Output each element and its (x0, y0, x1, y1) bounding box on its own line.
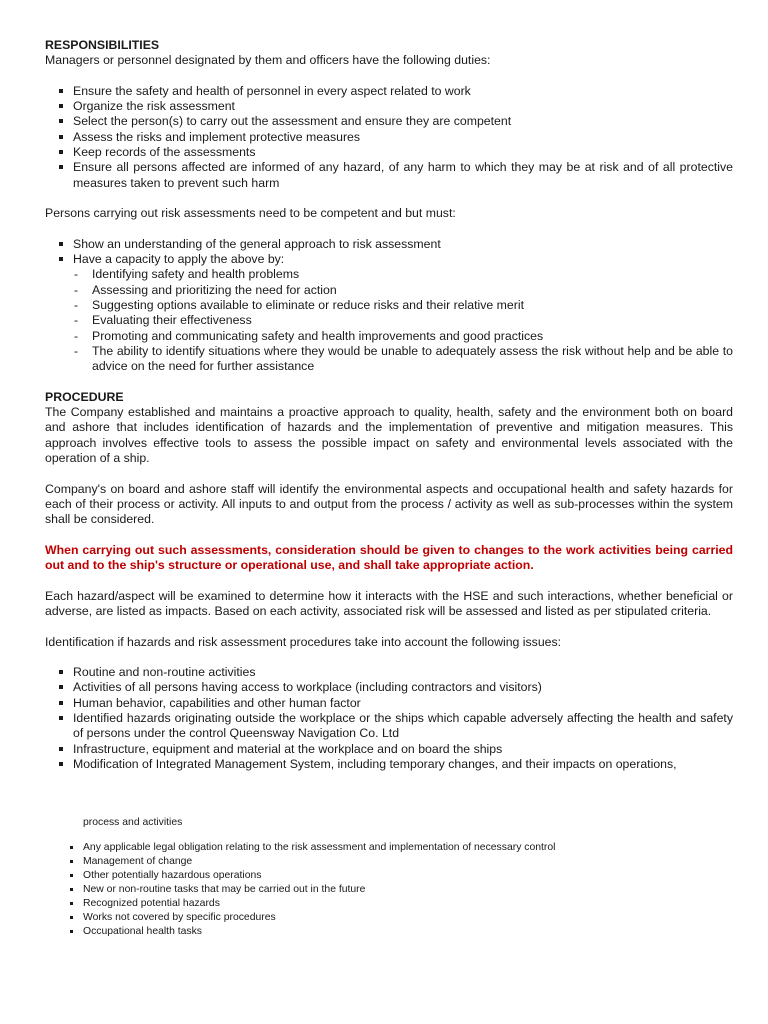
square-bullet-icon (59, 670, 63, 674)
square-bullet-icon (70, 916, 73, 919)
dash-bullet-icon: - (74, 313, 79, 328)
list-item: Human behavior, capabilities and other human factor (45, 696, 733, 711)
square-bullet-icon (70, 874, 73, 877)
square-bullet-icon (59, 135, 63, 139)
procedure-paragraph-1: The Company established and maintains a proactive approach to quality, health, safety and the environment both on board and ashore that includes identification of hazards and the implementation of preventive and mitigation measures. This approach involves effective tools to assess the possible impact on safety and environmental levels associated with the operation of a ship. (45, 405, 733, 466)
list-item: Ensure the safety and health of personnel in every aspect related to work (45, 84, 733, 99)
square-bullet-icon (59, 150, 63, 154)
dash-bullet-icon: - (74, 267, 79, 282)
list-item: - Suggesting options available to eliminate or reduce risks and their relative merit (74, 298, 524, 313)
list-item: Have a capacity to apply the above by: (45, 252, 733, 267)
list-item: Routine and non-routine activities (45, 665, 733, 680)
square-bullet-icon (59, 242, 63, 246)
square-bullet-icon (59, 257, 63, 261)
list-item: Recognized potential hazards (68, 897, 733, 911)
square-bullet-icon (59, 119, 63, 123)
list-item: Any applicable legal obligation relating to the risk assessment and implementation of necessary control (68, 841, 733, 855)
list-item: Infrastructure, equipment and material at the workplace and on board the ships (45, 742, 733, 757)
list-item: - Evaluating their effectiveness (74, 313, 252, 328)
warning-paragraph: When carrying out such assessments, consideration should be given to changes to the work activities being carried out and to the ship's structure or operational use, and shall take appropriate action. (45, 542, 733, 573)
list-item: Select the person(s) to carry out the assessment and ensure they are competent (45, 114, 733, 129)
square-bullet-icon (70, 860, 73, 863)
dash-bullet-icon: - (74, 282, 79, 297)
procedure-paragraph-3: Each hazard/aspect will be examined to determine how it interacts with the HSE and such interactions, whether beneficial or adverse, are listed as impacts. Based on each activity, associated risk will be assessed and listed as per stipulated criteria. (45, 588, 733, 618)
issues-intro: Identification if hazards and risk assessment procedures take into account the following issues: (45, 634, 562, 649)
dash-bullet-icon: - (74, 298, 79, 313)
dash-bullet-icon: - (74, 328, 79, 343)
square-bullet-icon (59, 685, 63, 689)
competence-intro: Persons carrying out risk assessments need to be competent and but must: (45, 206, 456, 221)
competence-list (45, 237, 733, 268)
procedure-paragraph-2: Company's on board and ashore staff will identify the environmental aspects and occupational health and safety hazards for each of their process or activity. All inputs to and output from the process / activity as well as sub-processes within the system shall be considered. (45, 481, 733, 527)
duties-list (45, 84, 733, 191)
responsibilities-heading: RESPONSIBILITIES (45, 38, 160, 52)
list-item: - The ability to identify situations where they would be unable to adequately assess the risk without help and be able to advice on the need for further assistance (74, 343, 733, 374)
list-item: Activities of all persons having access to workplace (including contractors and visitors) (45, 680, 733, 695)
list-item: Management of change (68, 855, 733, 869)
list-item: Show an understanding of the general approach to risk assessment (45, 237, 733, 252)
issues-list (45, 665, 733, 772)
square-bullet-icon (59, 747, 63, 751)
list-item: - Assessing and prioritizing the need for action (74, 282, 337, 297)
list-item: Occupational health tasks (68, 925, 733, 939)
square-bullet-icon (70, 930, 73, 933)
dash-bullet-icon: - (74, 343, 79, 358)
issues-continuation-block (68, 806, 733, 939)
list-item: Organize the risk assessment (45, 99, 733, 114)
list-item: Other potentially hazardous operations (68, 869, 733, 883)
square-bullet-icon (59, 89, 63, 93)
responsibilities-intro: Managers or personnel designated by them and officers have the following duties: (45, 53, 491, 68)
square-bullet-icon (59, 165, 63, 169)
list-item: - Promoting and communicating safety and health improvements and good practices (74, 328, 544, 343)
list-item: Works not covered by specific procedures (68, 911, 733, 925)
procedure-heading: PROCEDURE (45, 389, 124, 404)
list-item: Ensure all persons affected are informed of any hazard, of any harm to which they may be at risk and of all protective measures taken to prevent such harm (45, 160, 733, 191)
square-bullet-icon (59, 762, 63, 766)
square-bullet-icon (70, 902, 73, 905)
document-body (45, 38, 733, 772)
capacity-list (45, 267, 733, 374)
more-issues-list (68, 841, 733, 939)
square-bullet-icon (70, 846, 73, 849)
list-item: New or non-routine tasks that may be carried out in the future (68, 883, 733, 897)
square-bullet-icon (59, 716, 63, 720)
list-item: Identified hazards originating outside the workplace or the ships which capable adversely affecting the health and safety of persons under the control Queensway Navigation Co. Ltd (45, 711, 733, 742)
list-item: Modification of Integrated Management System, including temporary changes, and their impacts on operations, (45, 757, 733, 772)
list-item: Keep records of the assessments (45, 145, 733, 160)
issues-continuation: process and activities (83, 817, 183, 829)
square-bullet-icon (70, 888, 73, 891)
list-item: - Identifying safety and health problems (74, 267, 300, 282)
square-bullet-icon (59, 104, 63, 108)
list-item: Assess the risks and implement protective measures (45, 130, 733, 145)
square-bullet-icon (59, 701, 63, 705)
